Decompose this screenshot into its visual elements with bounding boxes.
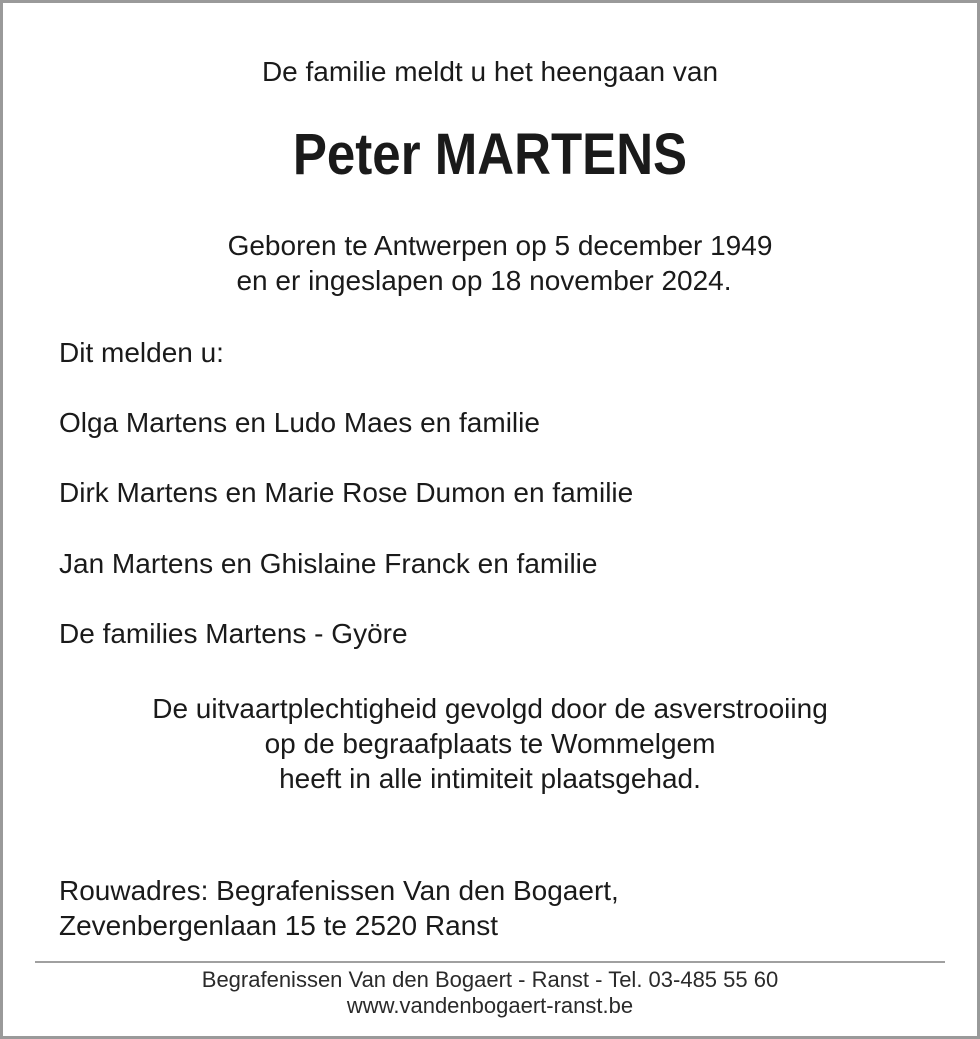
address-line: Rouwadres: Begrafenissen Van den Bogaert, [59, 875, 619, 906]
footer-company: Begrafenissen Van den Bogaert - Ranst - Tel. 03-485 55 60 [201, 967, 779, 992]
family-line: De families Martens - Györe [59, 618, 408, 649]
footer-website: www.vandenbogaert-ranst.be [346, 993, 634, 1018]
announced-by-heading: Dit melden u: [59, 337, 224, 368]
deceased-name: Peter MARTENS [292, 122, 688, 187]
born-line: Geboren te Antwerpen op 5 december 1949 [227, 230, 773, 261]
footer-divider [35, 961, 945, 963]
ceremony-line: heeft in alle intimiteit plaatsgehad. [279, 763, 701, 794]
family-line: Olga Martens en Ludo Maes en familie [59, 407, 540, 438]
address-line: Zevenbergenlaan 15 te 2520 Ranst [59, 910, 498, 941]
died-line: en er ingeslapen op 18 november 2024. [236, 265, 732, 296]
ceremony-line: De uitvaartplechtigheid gevolgd door de asverstrooiing [152, 693, 828, 724]
family-line: Jan Martens en Ghislaine Franck en familie [59, 548, 598, 579]
intro-text: De familie meldt u het heengaan van [261, 56, 719, 87]
family-line: Dirk Martens en Marie Rose Dumon en familie [59, 477, 634, 508]
ceremony-line: op de begraafplaats te Wommelgem [264, 728, 716, 759]
